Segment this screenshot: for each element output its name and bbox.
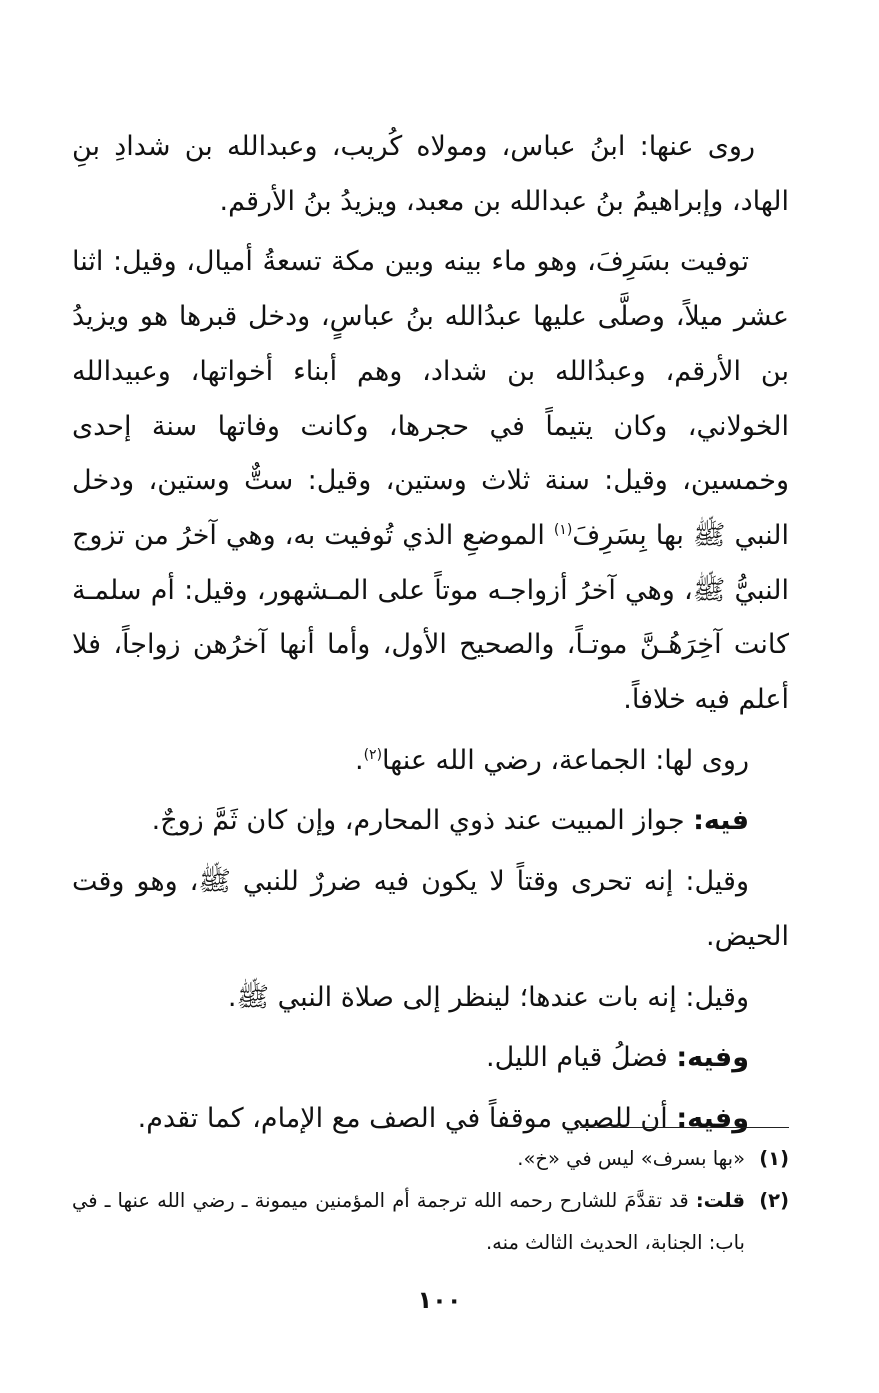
paragraph-text: الموضعِ الذي تُوفيت به، وهي آخرُ من تزوج النبيُّ ﷺ، وهي آخرُ أزواجـه موتاً على المـشهور، وقيل: أم سلمـة كانت آخِرَهُـنَّ موتـاً، والصحيح الأول، وأما أنها آخرُهن زواجاً، فلا أعلم فيه خلافاً.: [72, 519, 789, 716]
paragraph-text: توفيت بسَرِفَ، وهو ماء بينه وبين مكة تسعةُ أميال، وقيل: اثنا عشر ميلاً، وصلَّى عليها عبدُالله بنُ عباسٍ، ودخل قبرها هو ويزيدُ بن الأرقم، وعبدُالله بن شداد، وهم أبناء أخواتها، وعبيدالله الخولاني، وكان يتيماً في حجرها، وكانت وفاتها سنة إحدى وخمسين، وقيل: سنة ثلاث وستين، وقيل: ستٌّ وستين، ودخل النبي ﷺ بها بِسَرِفَ: [72, 246, 789, 551]
paragraph-label: فيه:: [693, 805, 749, 837]
paragraph-text: روى عنها: ابنُ عباس، ومولاه كُريب، وعبدالله بن شدادِ بنِ الهاد، وإبراهيمُ بنُ عبدالله بن معبد، ويزيدُ بنُ الأرقم.: [72, 131, 789, 217]
paragraph-narrated-by: [72, 734, 789, 789]
paragraph-text: جواز المبيت عند ذوي المحارم، وإن كان ثَمَّ زوجٌ.: [151, 805, 694, 837]
paragraph-text: روى لها: الجماعة، رضي الله عنها: [382, 744, 749, 776]
footnote-number: (٢): [759, 1189, 789, 1212]
footnote-number: (١): [759, 1147, 789, 1170]
footnote-1: [72, 1138, 789, 1180]
paragraph-death: [72, 235, 789, 727]
page-number: ١٠٠: [417, 1286, 462, 1314]
paragraph-label: وفيه:: [676, 1042, 749, 1074]
paragraph-text: وقيل: إنه بات عندها؛ لينظر إلى صلاة النبي ﷺ.: [227, 981, 749, 1013]
footnote-ref-2: (٢): [363, 746, 383, 763]
paragraph-opinion-1: [72, 855, 789, 964]
footnotes: [72, 1138, 789, 1264]
paragraph-text: أن للصبي موقفاً في الصف مع الإمام، كما تقدم.: [137, 1102, 677, 1134]
footnote-2: [72, 1180, 789, 1264]
main-text: [72, 120, 789, 1153]
footnote-ref-1: (١): [553, 521, 573, 538]
paragraph-benefit-1: [72, 794, 789, 849]
paragraph-text: .: [354, 744, 364, 776]
paragraph-label: وفيه:: [676, 1102, 749, 1134]
footnote-divider: [580, 1127, 789, 1128]
footnote-label: قلت:: [695, 1189, 745, 1212]
paragraph-text: وقيل: إنه تحرى وقتاً لا يكون فيه ضررٌ للنبي ﷺ، وهو وقت الحيض.: [72, 866, 789, 952]
footnote-text: «بها بسرف» ليس في «خ».: [517, 1147, 745, 1170]
paragraph-benefit-2: [72, 1031, 789, 1086]
paragraph-opinion-2: [72, 971, 789, 1026]
paragraph-text: فضلُ قيام الليل.: [485, 1042, 677, 1074]
paragraph-narrators: [72, 120, 789, 229]
footnote-text: قد تقدَّمَ للشارح رحمه الله ترجمة أم المؤمنين ميمونة ـ رضي الله عنها ـ في باب: الجنابة، الحديث الثالث منه.: [72, 1189, 745, 1254]
